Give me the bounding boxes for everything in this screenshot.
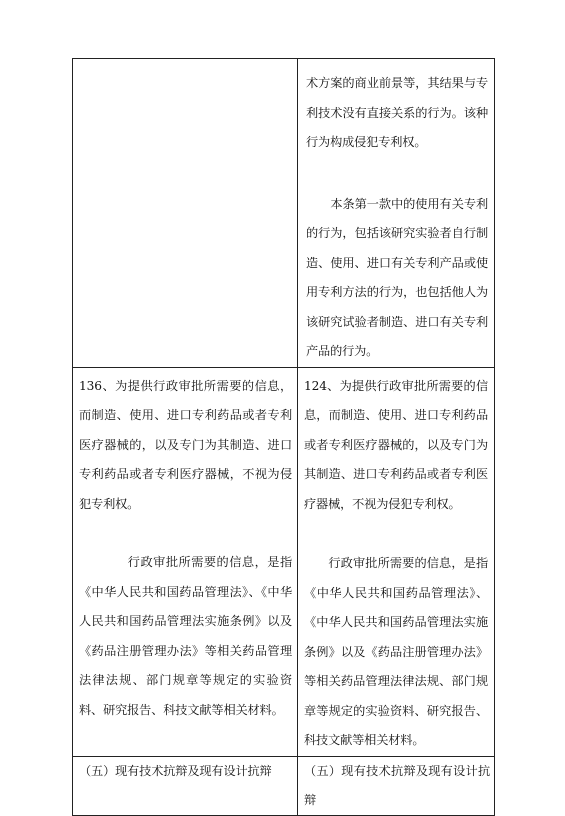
paragraph-spacer [79, 519, 292, 548]
paragraph: 术方案的商业前景等，其结果与专利技术没有直接关系的行为。该种行为构成侵犯专利权。 [306, 76, 488, 149]
table-row [73, 367, 495, 756]
table-row [73, 59, 495, 368]
table-cell-left [73, 367, 298, 756]
cell-content [73, 368, 297, 726]
table-cell-left [73, 756, 298, 815]
paragraph: 本条第一款中的使用有关专利的行为，包括该研究实验者自行制造、使用、进口有关专利产品或使用专利方法的行为，也包括他人为该研究试验者制造、进口有关专利产品的行为。 [306, 196, 488, 358]
cell-content [73, 59, 297, 69]
table-row [73, 756, 495, 815]
paragraph: 124、为提供行政审批所需要的信息，而制造、使用、进口专利药品或者专利医疗器械的，以及专门为其制造、进口专利药品或者专利医疗器械，不视为侵犯专利权。 [304, 378, 488, 511]
cell-content [298, 757, 494, 815]
paragraph: 行政审批所需要的信息，是指《中华人民共和国药品管理法》、《中华人民共和国药品管理法实施条例》以及《药品注册管理办法》等相关药品管理法律法规、部门规章等规定的实验资料、研究报告、科技文献等相关材料。 [304, 556, 488, 747]
paragraph-spacer [306, 158, 488, 190]
paragraph-spacer [304, 519, 488, 549]
table-cell-left [73, 59, 298, 368]
cell-content [298, 368, 494, 756]
comparison-table [72, 58, 495, 816]
table-cell-right [298, 756, 495, 815]
cell-content [73, 757, 297, 786]
section-heading: （五）现有技术抗辩及现有设计抗辩 [79, 763, 272, 778]
table-cell-right [298, 59, 495, 368]
section-heading: （五）现有技术抗辩及现有设计抗辩 [304, 763, 490, 807]
cell-content [298, 59, 494, 367]
paragraph: 行政审批所需要的信息，是指《中华人民共和国药品管理法》、《中华人民共和国药品管理法实施条例》以及《药品注册管理办法》等相关药品管理法律法规、部门规章等规定的实验资料、研究报告、科技文献等相关材料。 [79, 555, 292, 717]
paragraph: 136、为提供行政审批所需要的信息，而制造、使用、进口专利药品或者专利医疗器械的，以及专门为其制造、进口专利药品或者专利医疗器械，不视为侵犯专利权。 [79, 378, 292, 511]
table-cell-right [298, 367, 495, 756]
